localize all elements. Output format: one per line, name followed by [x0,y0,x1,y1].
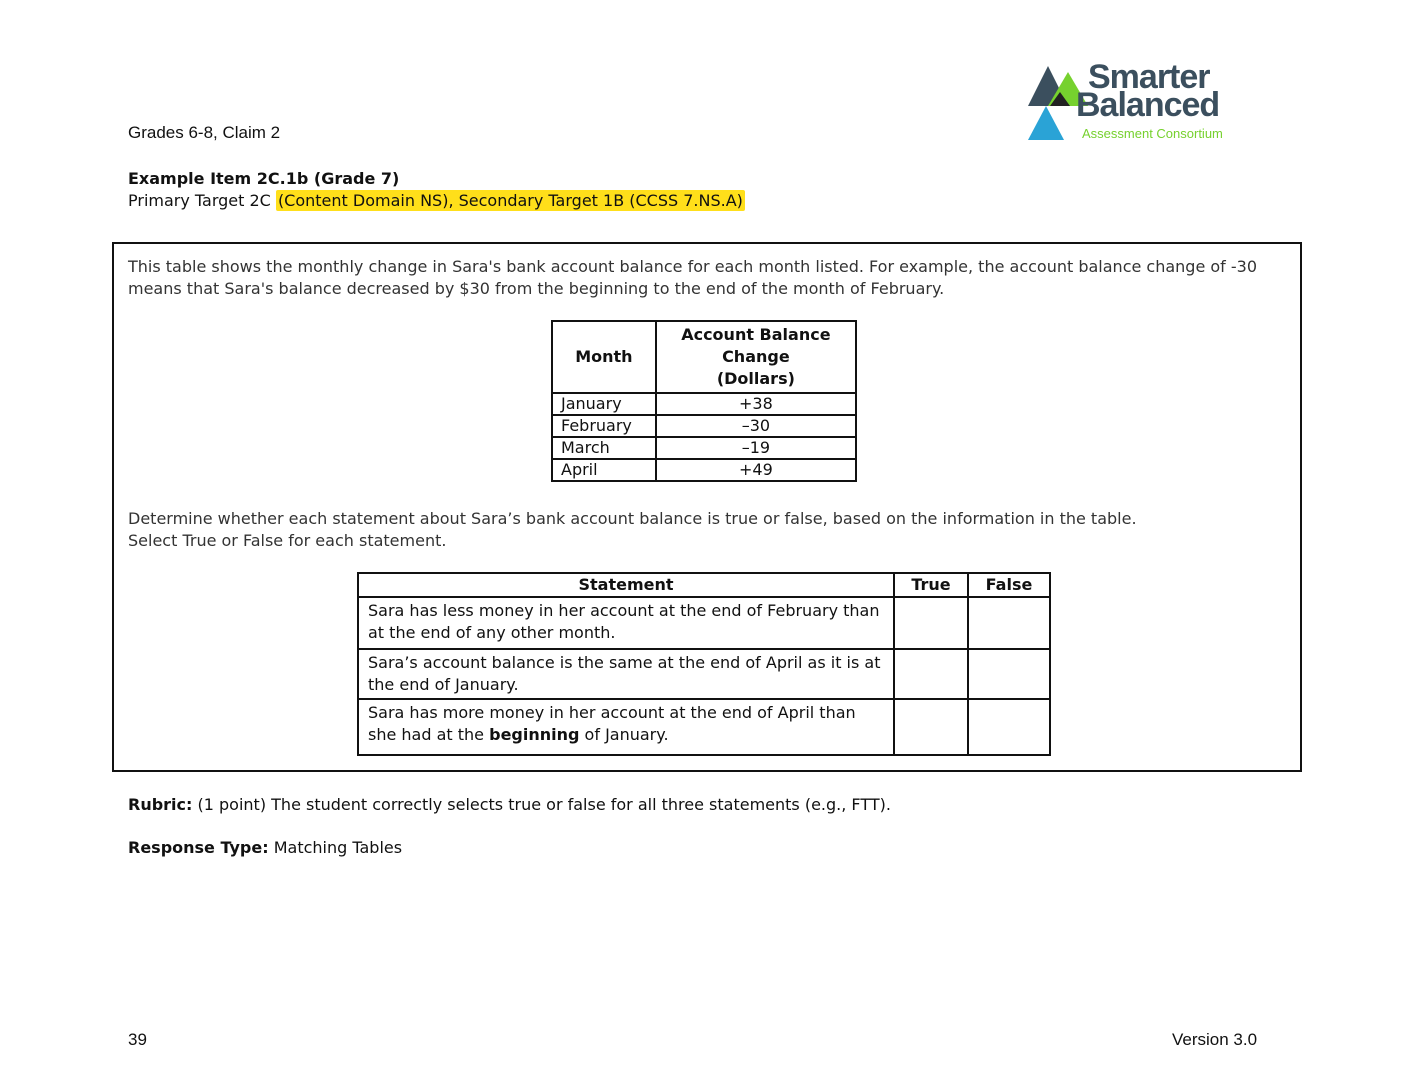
change-cell: –30 [656,415,856,437]
instructions-line-2: Select True or False for each statement. [128,531,447,550]
statement-bold-text: beginning [489,725,580,744]
matching-table-header [358,573,1050,597]
instructions-line-1: Determine whether each statement about Sara’s bank account balance is true or false, based on the information in the table. [128,509,1137,528]
true-false-matching-table [357,572,1051,756]
balance-table-header [552,321,856,393]
table-row [358,649,1050,699]
change-cell: –19 [656,437,856,459]
true-select-cell[interactable] [894,597,968,649]
version-label: Version 3.0 [1172,1030,1258,1049]
logo-word-balanced: Balanced [1076,86,1220,124]
logo-tagline: Assessment Consortium [1082,126,1223,141]
target-line [128,191,745,210]
logo-word-smarter: Smarter [1088,58,1210,96]
statement-text: Sara has more money in her account at the end of April than she had at the [368,703,856,744]
statement-cell [358,699,894,755]
table-row [358,597,1050,649]
table-row [358,699,1050,755]
response-type-text: Matching Tables [268,838,403,857]
item-stem: This table shows the monthly change in Sara's bank account balance for each month listed. For example, the account balance change of -30 means that Sara's balance decreased by $30 from the beginning to the end of the month of February. [128,257,1258,298]
rubric-text: (1 point) The student correctly selects true or false for all three statements (e.g., FTT). [192,795,891,814]
statement-cell: Sara’s account balance is the same at the end of April as it is at the end of January. [358,649,894,699]
change-cell: +49 [656,459,856,481]
change-header-line-3: (Dollars) [716,369,795,388]
change-header-line-2: Change [722,347,790,366]
false-column-header: False [968,573,1050,597]
true-select-cell[interactable] [894,699,968,755]
statement-text-end: of January. [579,725,669,744]
table-row [552,393,856,415]
smarter-balanced-logo [1026,58,1266,146]
month-cell: February [552,415,656,437]
highlighted-target-text: (Content Domain NS), Secondary Target 1B (CCSS 7.NS.A) [277,191,743,210]
balance-change-table [551,320,857,482]
table-row [552,415,856,437]
rubric-label: Rubric: [128,795,193,814]
month-cell: March [552,437,656,459]
false-select-cell[interactable] [968,699,1050,755]
statement-column-header: Statement [358,573,894,597]
false-select-cell[interactable] [968,649,1050,699]
response-type-label: Response Type: [128,838,269,857]
true-column-header: True [894,573,968,597]
page-number: 39 [128,1030,147,1049]
month-cell: April [552,459,656,481]
change-column-header [656,321,856,393]
change-header-line-1: Account Balance [681,325,831,344]
example-item-title: Example Item 2C.1b (Grade 7) [128,169,400,188]
rubric [128,795,891,814]
false-select-cell[interactable] [968,597,1050,649]
table-row [552,437,856,459]
month-cell: January [552,393,656,415]
grades-claim-header: Grades 6-8, Claim 2 [128,123,281,142]
instructions [128,508,1288,552]
month-column-header: Month [552,321,656,393]
statement-cell: Sara has less money in her account at the end of February than at the end of any other month. [358,597,894,649]
change-cell: +38 [656,393,856,415]
table-row [552,459,856,481]
response-type [128,838,402,857]
true-select-cell[interactable] [894,649,968,699]
primary-target-text: Primary Target 2C [128,191,276,210]
